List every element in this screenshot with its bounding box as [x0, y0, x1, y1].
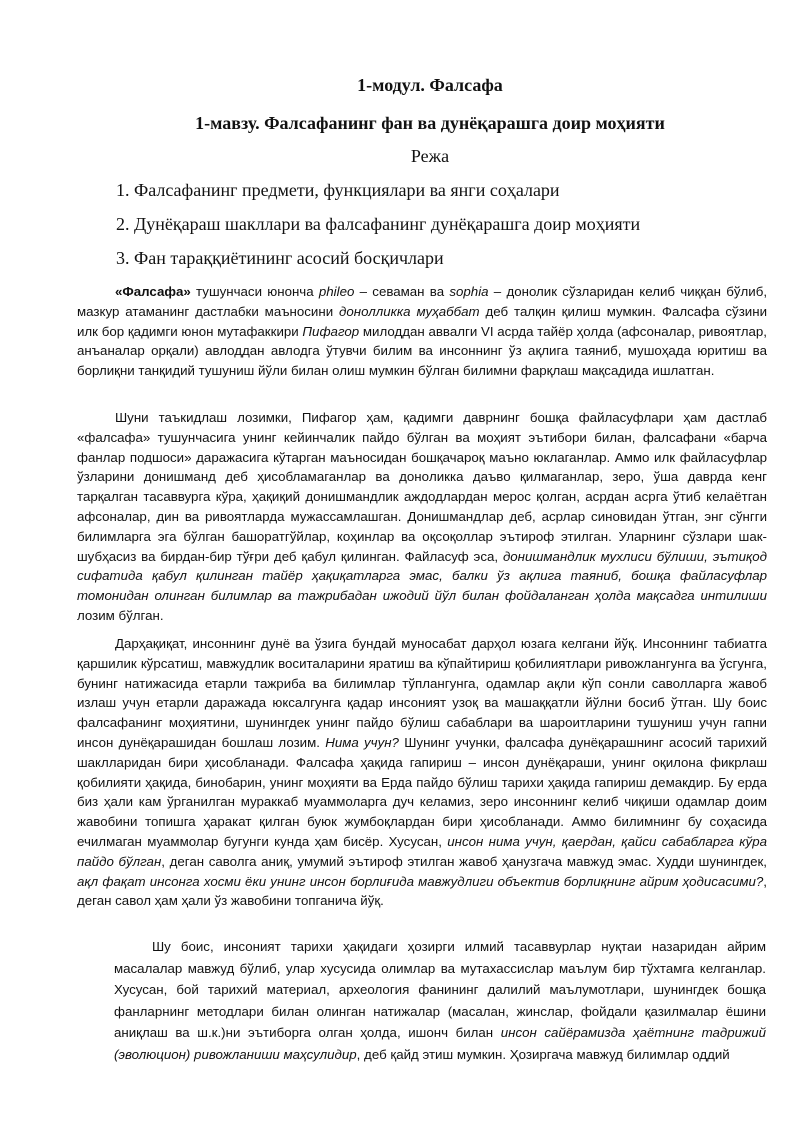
text: тушунчаси юнонча: [190, 284, 319, 299]
text: Шу боис, инсоният тарихи ҳақидаги ҳозирги илмий тасаввурлар нуқтаи назаридан айрим масалалар мавжуд бўлиб, улар хусусида олимлар ва мутахассислар маълум бир тўхтамга келганлар. Хусусан, бой тарихий материал, археология фанининг далилий маълумотлари, шунингдек бошқа фанларнинг методлари билан олинган натижалар (масалан, жинслар, фойдали қазилмалар ёшини аниқлаш ва ш.к.)ни эътиборга олган ҳолда, ишонч билан: [114, 939, 766, 1040]
text: , деган саволга аниқ, умумий эътироф этилган жавоб ҳанузгача мавжуд эмас. Худди шунингдек,: [161, 853, 767, 869]
paragraph-4: [114, 936, 766, 1065]
emphasis: ақл фақат инсонга хосми ёки унинг инсон борлиғида мавжудлиги объектив борлиқнинг айрим ҳодисасими?: [77, 873, 764, 889]
plan-item-3: 3. Фан тараққиётининг асосий босқичлари: [116, 248, 444, 268]
term-falsafa: «Фалсафа»: [115, 284, 191, 299]
emphasis: донишмандлик мухлиси бўлиши, эътиқод сифатида қабул қилинган тайёр ҳақиқатларга эмас, балки ўз ақлига таяниб, бошқа файласуфлар томонидан олинган билимлар ва тажрибадан ижодий йўл билан фойдаланган ҳолда мақсадга интилиши: [77, 548, 767, 604]
text: Шунинг учунки, фалсафа дунёқарашнинг асосий тарихий шаклларидан бири ҳисобланади. Фалсафа ҳақида гапириш – инсон дунёқараши, унинг оқилона фикрлаш қобилияти ҳақида, бинобарин, унинг моҳияти ва Ерда пайдо бўлиш тарихи ҳақида гапириш демакдир. Бу ерда биз ҳали кам ўрганилган мураккаб муаммоларга дуч келамиз, зеро инсоннинг келиб чиқиши одамлар доим жавобини топишга ҳаракат қилган буюк жумбоқлардан бири ҳисобланади. Аммо билимнинг бу соҳасида ечилмаган муаммолар бугунги кунда ҳам бисёр. Хусусан,: [77, 734, 767, 849]
text: деб талқин қилиш мумкин. Фалсафа сўзини илк бор қадимги юнон мутафаккири: [77, 303, 767, 339]
paragraph-2: [77, 408, 767, 626]
emphasis: инсон сайёрамизда ҳаётнинг тадрижий (эволюцион) ривожланиши маҳсулидир: [114, 1025, 767, 1062]
paragraph-3: [77, 634, 767, 911]
text: милоддан аввалги VI асрда тайёр ҳолда (афсоналар, ривоятлар, анъаналар орқали) авлоддан авлодга ўтувчи билим ва инсоннинг ўз ақлига таяниб, мушоҳада юритиш ва борлиқни танқидий тушуниш йўли билан олиш мумкин бўлган билимни фарқлаш мақсадида ишлатган.: [77, 323, 767, 379]
module-title: 1-модул. Фалсафа: [357, 75, 503, 95]
term-sophia: sophia: [449, 284, 489, 299]
plan-heading: Режа: [410, 146, 450, 166]
emphasis: донолликка муҳаббат: [339, 303, 480, 319]
paragraph-1: [77, 282, 767, 381]
text: , деб қайд этиш мумкин. Ҳозиргача мавжуд билимлар оддий: [356, 1046, 730, 1062]
emphasis: инсон нима учун, қаердан, қайси сабабларга кўра пайдо бўлган: [77, 833, 768, 869]
text: – донолик сўзларидан келиб чиққан бўлиб, мазкур атаманинг дастлабки маъносини: [77, 284, 768, 319]
plan-item-2: 2. Дунёқараш шакллари ва фалсафанинг дунёқарашга доир моҳияти: [116, 214, 641, 234]
text: Дарҳақиқат, инсоннинг дунё ва ўзига бундай муносабат дарҳол юзага келгани йўқ. Инсоннинг табиатга қаршилик кўрсатиш, мавжудлик воситаларини яратиш ва кўпайтириш қобилиятлари ривожлангунга ва ўсгунга, бунинг натижасида етарли тажриба ва билимлар тўплангунга, одамлар ақли кўп сонли саволларга жавоб излаш учун етарли даражада юксалгунга қадар инсоният узоқ ва машаққатли йўлни босиб ўтган. Шу боис фалсафанинг моҳиятини, шунингдек унинг пайдо бўлиш сабаблари ва шароитларини тушуниш учун гапни инсон дунёқарашидан бошлаш лозим.: [77, 636, 767, 750]
term-phileo: phileo: [318, 284, 355, 299]
name-pythagoras: Пифагор: [302, 323, 360, 339]
text: лозим бўлган.: [77, 607, 164, 623]
text: Шуни таъкидлаш лозимки, Пифагор ҳам, қадимги даврнинг бошқа файласуфлари ҳам дастлаб «фалсафа» тушунчасига унинг кейинчалик пайдо бўлган ва моҳият эътибори билан, фалсафани «барча фанлар подшоси» даражасига кўтарган маъносидан бошқачароқ маъно юклаганлар. Аммо илк файласуфлар ўзларини донишманд деб ҳисобламаганлар ва донoликка даъво қилмаганлар, зеро, ўша даврда кенг тарқалган тасаввурга кўра, ҳақиқий донишмандлик аждодлардан мерос қолган, асрдан асрга ўтиб келаётган афсоналар, дин ва ривоятларда мужассамлашган. Донишмандлар деб, асрлар синовидан ўтган, энг сўнгги билимларга эга бўлган башоратгўйлар, коҳинлар ва оқсоқоллар эътироф этилган. Уларнинг сўзлари шак-шубҳасиз ва бирдан-бир тўғри деб қабул қилинган. Файласуф эса,: [77, 410, 767, 564]
plan-item-1: 1. Фалсафанинг предмети, функциялари ва янги соҳалари: [116, 180, 560, 200]
text: – севаман ва: [354, 284, 450, 299]
text: , деган савол ҳам ҳали ўз жавобини топганича йўқ.: [77, 873, 767, 909]
topic-title: 1-мавзу. Фалсафанинг фан ва дунёқарашга доир моҳияти: [195, 113, 665, 133]
emphasis: Нима учун?: [325, 734, 399, 750]
